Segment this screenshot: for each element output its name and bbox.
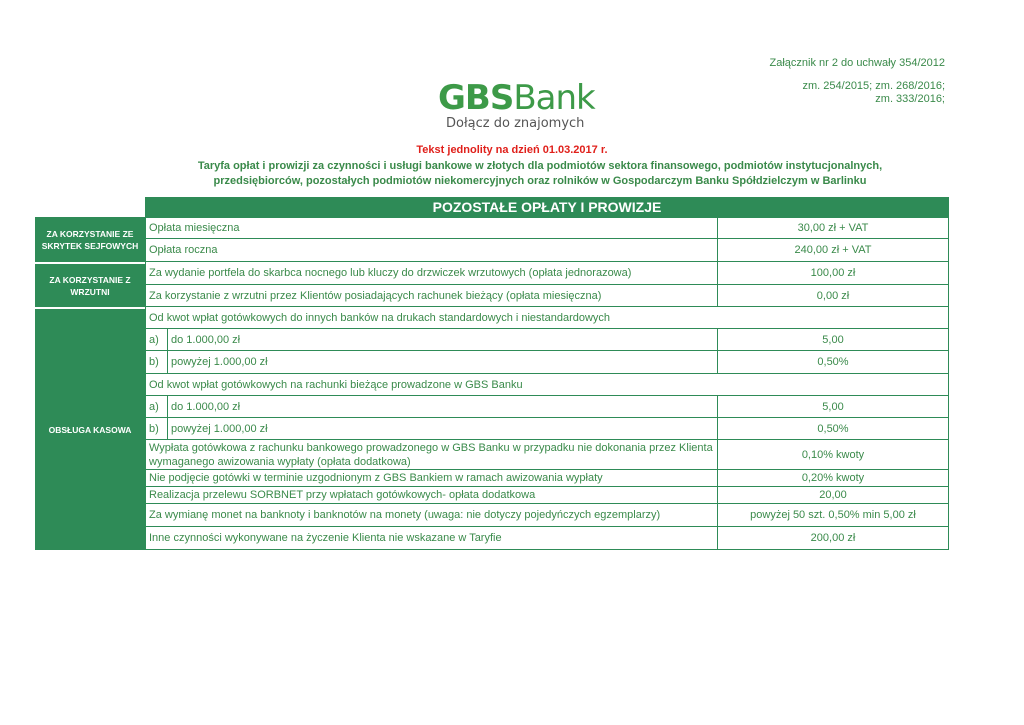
table-row <box>145 374 949 396</box>
row-value: 0,20% kwoty <box>801 472 865 484</box>
row-letter: a) <box>146 396 168 417</box>
row-value: 0,10% kwoty <box>801 448 865 461</box>
logo-bank: Bank <box>513 78 595 118</box>
row-value: 20,00 <box>819 489 847 501</box>
table-row <box>145 239 949 262</box>
row-letter: b) <box>146 418 168 439</box>
category-night-safe: ZA KORZYSTANIE Z WRZUTNI <box>35 262 145 307</box>
tariff-heading-line-1: Taryfa opłat i prowizji za czynności i usługi bankowe w złotych dla podmiotów sektora finansowego, podmiotów instytucjonalnych, <box>197 160 883 172</box>
tariff-heading <box>100 159 980 189</box>
category-safe-deposit: ZA KORZYSTANIE ZE SKRYTEK SEJFOWYCH <box>35 217 145 262</box>
row-letter: a) <box>146 329 168 350</box>
row-description: Inne czynności wykonywane na życzenie Klienta nie wskazane w Taryfie <box>146 527 718 549</box>
annex-amendments-1: zm. 254/2015; zm. 268/2016; <box>802 80 945 92</box>
category-cash-service: OBSŁUGA KASOWA <box>35 307 145 550</box>
row-description: Nie podjęcie gotówki w terminie uzgodnionym z GBS Bankiem w ramach awizowania wypłaty <box>146 470 718 486</box>
uniform-text-date: Tekst jednolity na dzień 01.03.2017 r. <box>416 144 608 156</box>
logo-wordmark <box>438 78 598 118</box>
row-value: 0,50% <box>817 356 849 368</box>
logo-gbs: GBS <box>438 78 514 118</box>
table-row <box>145 504 949 527</box>
table-row <box>145 396 949 418</box>
table-row <box>145 262 949 285</box>
table-row <box>145 527 949 550</box>
table-row <box>145 329 949 351</box>
annex-reference: Załącznik nr 2 do uchwały 354/2012 <box>769 57 945 69</box>
row-description: Od kwot wpłat gotówkowych na rachunki bieżące prowadzone w GBS Banku <box>149 378 523 391</box>
row-value: 5,00 <box>822 400 844 413</box>
row-description: powyżej 1.000,00 zł <box>168 351 718 373</box>
row-description: Wypłata gotówkowa z rachunku bankowego prowadzonego w GBS Banku w przypadku nie dokonania przez Klienta wymaganego awizowania wypłaty (opłata dodatkowa) <box>146 440 718 469</box>
row-description: Opłata miesięczna <box>146 218 718 238</box>
row-letter: b) <box>146 351 168 373</box>
table-row <box>145 440 949 470</box>
row-value: 200,00 zł <box>810 532 856 544</box>
row-value: 5,00 <box>822 333 844 346</box>
row-description: Od kwot wpłat gotówkowych do innych banków na drukach standardowych i niestandardowych <box>149 311 611 324</box>
row-value: powyżej 50 szt. 0,50% min 5,00 zł <box>750 509 916 521</box>
row-description: Za wydanie portfela do skarbca nocnego lub kluczy do drzwiczek wrzutowych (opłata jednorazowa) <box>146 262 718 284</box>
table-row <box>145 217 949 239</box>
row-description: Za wymianę monet na banknoty i banknotów na monety (uwaga: nie dotyczy pojedyńczych egzemplarzy) <box>146 504 718 526</box>
row-description: Za korzystanie z wrzutni przez Klientów posiadających rachunek bieżący (opłata miesięczna) <box>146 285 718 306</box>
section-title: POZOSTAŁE OPŁATY I PROWIZJE <box>145 197 949 217</box>
table-row <box>145 418 949 440</box>
table-row <box>145 351 949 374</box>
row-value: 0,50% <box>817 422 849 435</box>
row-value: 100,00 zł <box>810 267 856 279</box>
row-value: 240,00 zł + VAT <box>794 244 872 256</box>
row-description: do 1.000,00 zł <box>168 329 718 350</box>
table-row <box>145 487 949 504</box>
logo-tagline: Dołącz do znajomych <box>446 116 585 131</box>
row-value: 0,00 zł <box>816 289 850 302</box>
table-row <box>145 470 949 487</box>
tariff-heading-line-2: przedsiębiorców, pozostałych podmiotów niekomercyjnych oraz rolników w Gospodarczym Banku Spółdzielczym w Barlinku <box>213 175 867 187</box>
row-description: Opłata roczna <box>146 239 718 261</box>
gbs-bank-logo <box>438 78 598 138</box>
table-row <box>145 307 949 329</box>
row-description: do 1.000,00 zł <box>168 396 718 417</box>
row-description: powyżej 1.000,00 zł <box>168 418 718 439</box>
row-value: 30,00 zł + VAT <box>797 222 869 234</box>
annex-amendments-2: zm. 333/2016; <box>875 93 945 105</box>
row-description: Realizacja przelewu SORBNET przy wpłatach gotówkowych- opłata dodatkowa <box>146 487 718 503</box>
table-row <box>145 285 949 307</box>
